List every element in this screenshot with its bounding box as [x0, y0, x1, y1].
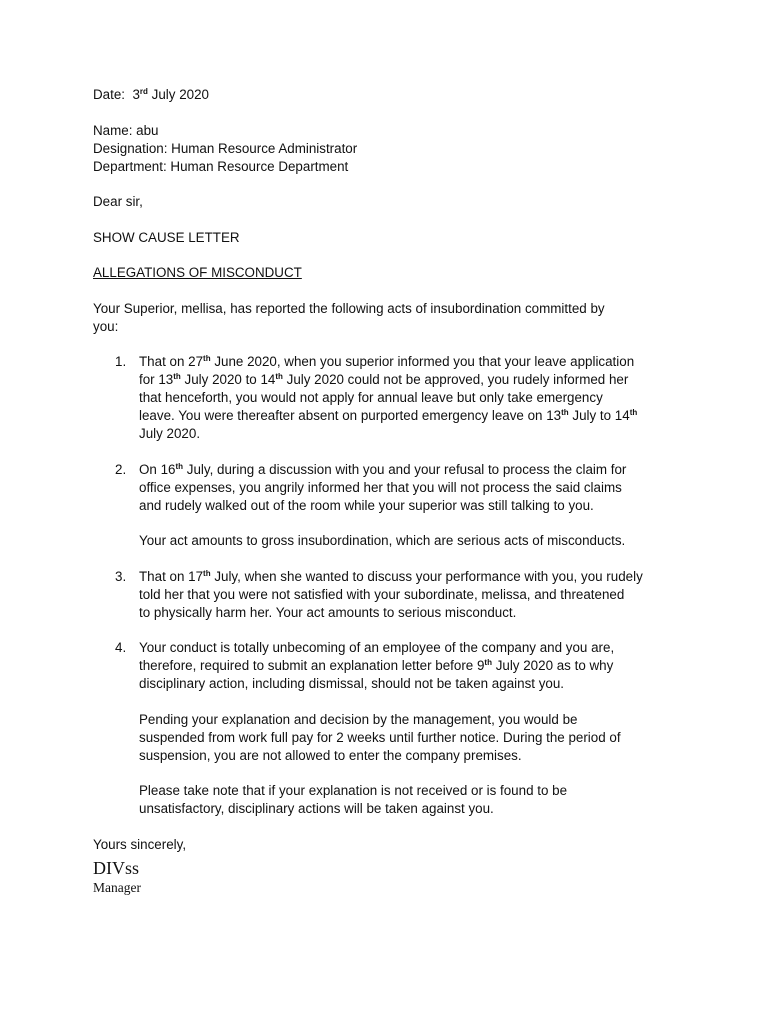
item-1-line-4: leave. You were thereafter absent on purported emergency leave on 13th July to 14th	[139, 408, 638, 423]
item-number: 4.	[115, 640, 127, 655]
item-4-para-2-line-2: suspended from work full pay for 2 weeks until further notice. During the period of	[139, 729, 621, 745]
date-suffix: rd	[139, 87, 148, 96]
item-4-para-2-line-1: Pending your explanation and decision by the management, you would be	[139, 711, 578, 727]
item-2-line-2: office expenses, you angrily informed her that you will not process the said claims	[139, 479, 622, 495]
item-4-para-3-line-1: Please take note that if your explanation is not received or is found to be	[139, 783, 568, 798]
item-1-line-2: for 13th July 2020 to 14th July 2020 could not be approved, you rudely informed her	[139, 372, 629, 387]
show-cause-letter	[93, 86, 683, 896]
item-3-line-1: That on 17th July, when she wanted to discuss your performance with you, you rudely	[139, 568, 643, 584]
designation-line: Designation: Human Resource Administrator	[93, 140, 358, 156]
allegation-item-1	[93, 353, 683, 443]
item-1-line-3: that henceforth, you would not apply for annual leave but only take emergency	[139, 390, 603, 405]
date-day: 3	[132, 87, 140, 102]
name-line: Name: abu	[93, 122, 159, 138]
item-4-line-3: disciplinary action, including dismissal, should not be taken against you.	[139, 676, 565, 691]
allegation-item-4	[93, 639, 683, 818]
date-rest: July 2020	[151, 87, 209, 102]
closing: Yours sincerely,	[93, 836, 187, 852]
allegation-item-2	[93, 461, 683, 551]
date-label: Date:	[93, 87, 126, 102]
item-4-para-2-line-3: suspension, you are not allowed to enter the company premises.	[139, 747, 522, 763]
letter-subtitle: ALLEGATIONS OF MISCONDUCT	[93, 265, 302, 280]
intro-line-1: Your Superior, mellisa, has reported the following acts of insubordination committed by	[93, 300, 605, 316]
item-1-line-5: July 2020.	[139, 426, 201, 441]
date-line	[93, 86, 683, 104]
item-2-paragraph-2: Your act amounts to gross insubordination, which are serious acts of misconducts.	[139, 533, 626, 548]
item-2-line-3: and rudely walked out of the room while your superior was still talking to you.	[139, 497, 594, 513]
department-line: Department: Human Resource Department	[93, 158, 349, 174]
item-2-line-1: On 16th July, during a discussion with you and your refusal to process the claim for	[139, 461, 627, 477]
salutation: Dear sir,	[93, 194, 143, 209]
item-1-line-1: That on 27th June 2020, when you superior informed you that your leave application	[139, 354, 635, 369]
allegation-list	[93, 353, 683, 818]
allegation-item-3	[93, 568, 683, 622]
item-4-line-1: Your conduct is totally unbecoming of an employee of the company and you are,	[139, 640, 615, 655]
item-4-para-3-line-2: unsatisfactory, disciplinary actions will be taken against you.	[139, 801, 494, 816]
item-3-line-3: to physically harm her. Your act amounts to serious misconduct.	[139, 604, 517, 620]
letter-title: SHOW CAUSE LETTER	[93, 229, 240, 245]
item-number: 2.	[115, 461, 127, 477]
intro-line-2: you:	[93, 318, 119, 334]
item-4-line-2: therefore, required to submit an explanation letter before 9th July 2020 as to why	[139, 658, 614, 673]
signature: DIVss	[93, 857, 140, 878]
signature-title: Manager	[93, 879, 141, 895]
item-3-line-2: told her that you were not satisfied with your subordinate, melissa, and threatened	[139, 586, 625, 602]
item-number: 3.	[115, 568, 127, 584]
item-number: 1.	[115, 354, 127, 369]
